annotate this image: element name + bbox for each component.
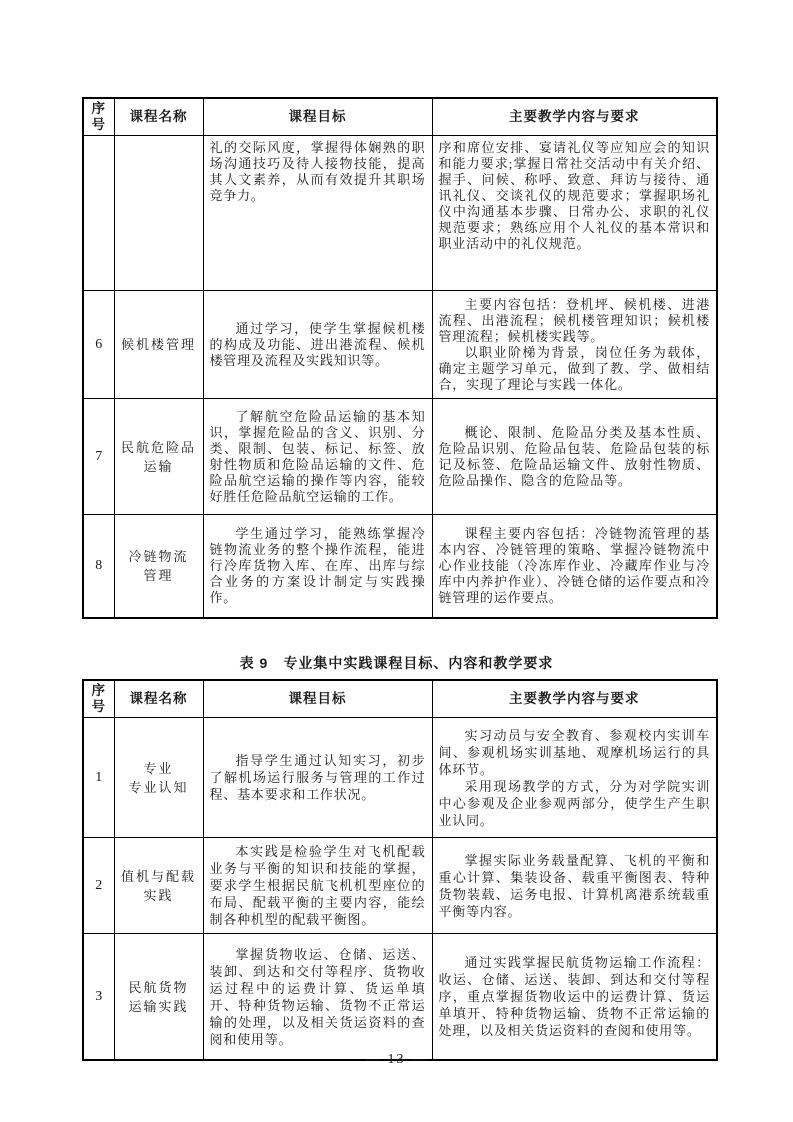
course-content <box>432 136 717 291</box>
course-name-line: 值机与配载 <box>120 868 196 884</box>
goal-paragraph: 礼的交际风度，掌握得体娴熟的职场沟通技巧及待人接物技能，提高其人文素养，从而有效提升其职场竞争力。 <box>209 140 426 203</box>
content-paragraph: 以职业阶梯为背景，岗位任务为载体，确定主题学习单元，做到了教、学、做相结合，实现了理论与实践一体化。 <box>438 344 710 392</box>
course-table-9 <box>82 679 718 1061</box>
header-index-line2: 号 <box>91 699 106 714</box>
header-index-line2: 号 <box>91 117 106 132</box>
row-index <box>83 136 114 291</box>
table-row-continuation <box>83 136 717 291</box>
course-goal <box>203 838 432 934</box>
goal-paragraph: 通过学习，使学生掌握候机楼的构成及功能、进出港流程、候机楼管理及流程及实践知识等。 <box>209 320 426 368</box>
course-name <box>114 136 203 291</box>
table2-header-row <box>83 680 717 718</box>
header-course-goal: 课程目标 <box>203 680 432 718</box>
course-goal <box>203 399 432 515</box>
content-paragraph: 概论、限制、危险品分类及基本性质、危险品识别、危险品包装、危险品包装的标记及标签、危险品运输文件、放射性物质、危险品操作、隐含的危险品等。 <box>438 424 710 488</box>
course-content <box>432 399 717 515</box>
header-course-content: 主要教学内容与要求 <box>432 98 717 136</box>
table-row-7 <box>83 399 717 515</box>
goal-paragraph: 本实践是检验学生对飞机配载业务与平衡的知识和技能的掌握，要求学生根据民航飞机机型座位的布局、配载平衡的主要内容，能绘制各种机型的配载平衡图。 <box>209 844 426 927</box>
row-index: 1 <box>83 718 114 838</box>
course-name <box>114 838 203 934</box>
table-row-8 <box>83 515 717 619</box>
row-index: 7 <box>83 399 114 515</box>
row-index: 6 <box>83 291 114 399</box>
header-course-content: 主要教学内容与要求 <box>432 680 717 718</box>
course-goal <box>203 934 432 1061</box>
course-name <box>114 934 203 1061</box>
content-paragraph: 主要内容包括：登机坪、候机楼、进港流程、出港流程；候机楼管理知识；候机楼管理流程；候机楼实践等。 <box>438 296 710 344</box>
row-index: 3 <box>83 934 114 1061</box>
header-index <box>83 680 114 718</box>
table-row-3 <box>83 934 717 1061</box>
table-row-1 <box>83 718 717 838</box>
header-index <box>83 98 114 136</box>
course-name <box>114 718 203 838</box>
course-goal <box>203 291 432 399</box>
course-content <box>432 515 717 619</box>
page-number: — 13 — <box>366 1052 427 1067</box>
course-goal <box>203 718 432 838</box>
table9-title: 表 9 专业集中实践课程目标、内容和教学要求 <box>239 655 554 671</box>
content-paragraph: 序和席位安排、宴请礼仪等应知应会的知识和能力要求;掌握日常社交活动中有关介绍、握手、问候、称呼、致意、拜访与接待、通讯礼仪、交谈礼仪的规范要求；掌握职场礼仪中沟通基本步骤、日常办公、求职的礼仪规范要求；熟练应用个人礼仪的基本常识和职业活动中的礼仪规范。 <box>438 140 710 251</box>
goal-paragraph: 了解航空危险品运输的基本知识，掌握危险品的含义、识别、分类、限制、包装、标记、标签、放射性物质和危险品运输的文件、危险品航空运输的操作等内容，能较好胜任危险品航空运输的工作。 <box>209 408 426 504</box>
header-index-line1: 序 <box>91 101 106 116</box>
table1-header-row <box>83 98 717 136</box>
row-index: 2 <box>83 838 114 934</box>
course-name-line: 实践 <box>143 887 174 903</box>
course-name-line: 候机楼管理 <box>120 337 196 352</box>
course-content <box>432 291 717 399</box>
course-content <box>432 718 717 838</box>
course-name <box>114 515 203 619</box>
course-name <box>114 399 203 515</box>
course-goal <box>203 515 432 619</box>
content-paragraph: 通过实践掌握民航货物运输工作流程：收运、仓储、运送、装卸、到达和交付等程序，重点掌握货物收运中的运费计算、货运单填开、特种货物运输、货物不正常运输的处理，以及相关货运资料的查阅和使用等。 <box>438 955 710 1038</box>
course-name-line: 运输 <box>143 458 174 474</box>
table-row-6 <box>83 291 717 399</box>
goal-paragraph: 掌握货物收运、仓储、运送、装卸、到达和交付等程序、货物收运过程中的运费计算、货运单填开、特种货物运输、货物不正常运输的处理，以及相关货运资料的查阅和使用等。 <box>209 946 426 1047</box>
header-course-name: 课程名称 <box>114 98 203 136</box>
goal-paragraph: 指导学生通过认知实习，初步了解机场运行服务与管理的工作过程、基本要求和工作状况。 <box>209 753 426 802</box>
table-row-2 <box>83 838 717 934</box>
row-index: 8 <box>83 515 114 619</box>
course-name-line: 民航危险品 <box>120 439 196 455</box>
course-content <box>432 838 717 934</box>
header-course-goal: 课程目标 <box>203 98 432 136</box>
course-name-line: 专业认知 <box>128 779 189 795</box>
course-name <box>114 291 203 399</box>
course-table-continued <box>82 97 718 619</box>
header-course-name: 课程名称 <box>114 680 203 718</box>
content-paragraph: 实习动员与安全教育、参观校内实训车间、参观机场实训基地、观摩机场运行的具体环节。 <box>438 727 710 777</box>
course-name-line: 运输实践 <box>128 998 189 1014</box>
course-name-line: 管理 <box>143 568 174 583</box>
content-paragraph: 课程主要内容包括：冷链物流管理的基本内容、冷链管理的策略、掌握冷链物流中心作业技能（冷冻库作业、冷藏库作业与冷库中内养护作业）、冷链仓储的运作要点和冷链管理的运作要点。 <box>438 526 710 605</box>
course-name-line: 专业 <box>143 760 174 776</box>
course-goal <box>203 136 432 291</box>
header-index-line1: 序 <box>91 683 106 698</box>
course-content <box>432 934 717 1061</box>
course-name-line: 民航货物 <box>128 979 189 995</box>
content-paragraph: 采用现场教学的方式，分为对学院实训中心参观及企业参观两部分，使学生产生职业认同。 <box>438 778 710 828</box>
course-name-line: 冷链物流 <box>128 549 189 564</box>
goal-paragraph: 学生通过学习，能熟练掌握冷链物流业务的整个操作流程，能进行冷库货物入库、在库、出库与综合业务的方案设计制定与实践操作。 <box>209 526 426 605</box>
content-paragraph: 掌握实际业务载量配算、飞机的平衡和重心计算、集装设备、载重平衡图表、特种货物装载、运务电报、计算机离港系统载重平衡等内容。 <box>438 852 710 919</box>
